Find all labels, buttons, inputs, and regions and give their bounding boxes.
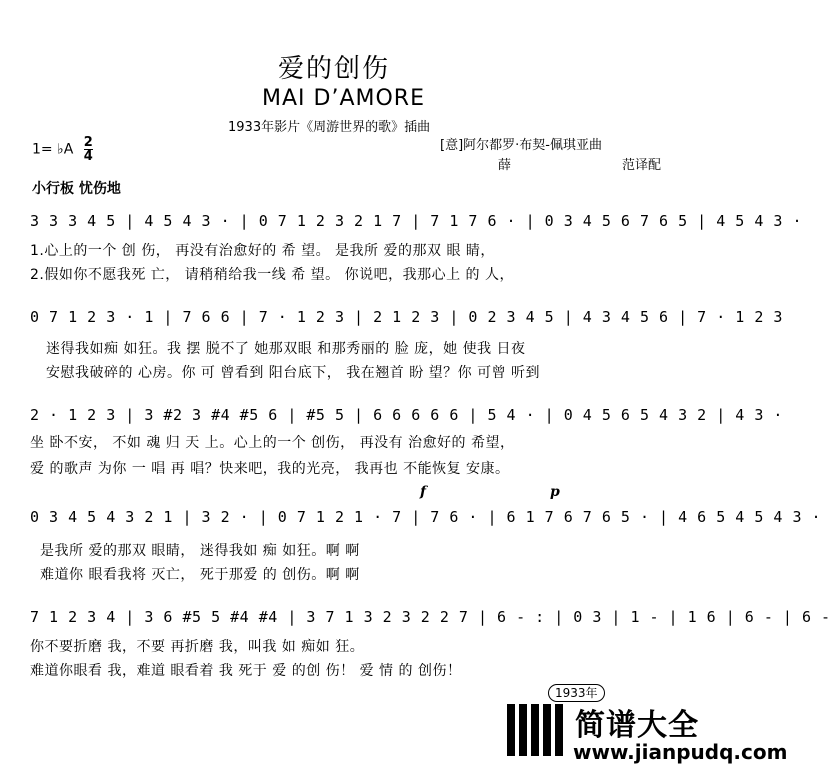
translator-left: 薛 bbox=[498, 158, 512, 173]
year-badge bbox=[548, 682, 605, 701]
time-signature bbox=[84, 136, 93, 163]
lyric-line-3-verse-1: 坐 卧不安， 不如 魂 归 天 上。心上的一个 创伤， 再没有 治愈好的 希望， bbox=[30, 435, 515, 451]
lyric-line-1-verse-1: 1.心上的一个 创 伤， 再没有治愈好的 希 望。 是我所 爱的那双 眼 睛， bbox=[30, 243, 495, 259]
song-title-english: MAI D’AMORE bbox=[262, 86, 425, 111]
logo-url[interactable]: www.jianpudq.com bbox=[573, 740, 788, 764]
site-logo[interactable] bbox=[505, 700, 788, 770]
notation-line-2: 0 7 1 2 3 · 1 | 7 6 6 | 7 · 1 2 3 | 2 1 2 3 | 0 2 3 4 5 | 4 3 4 5 6 | 7 · 1 2 3 bbox=[30, 308, 783, 326]
piano-keys-icon bbox=[505, 704, 565, 756]
key-signature bbox=[32, 136, 93, 163]
lyric-line-2-verse-2: 安慰我破碎的 心房。你 可 曾看到 阳台底下， 我在翘首 盼 望？你 可曾 听到 bbox=[46, 365, 541, 381]
translator-credit: 范译配 bbox=[622, 158, 662, 173]
lyric-line-4-verse-1: 是我所 爱的那双 眼睛， 迷得我如 痴 如狂。啊 啊 bbox=[40, 543, 360, 559]
lyric-line-5-verse-1: 你不要折磨 我，不要 再折磨 我，叫我 如 痴如 狂。 bbox=[30, 639, 365, 655]
time-sig-top: 2 bbox=[83, 135, 93, 150]
lyric-line-3-verse-2: 爱 的歌声 为你 一 唱 再 唱？快来吧，我的光亮， 我再也 不能恢复 安康。 bbox=[30, 461, 510, 477]
year-label: 1933年 bbox=[548, 684, 605, 702]
notation-line-4: 0 3 4 5 4 3 2 1 | 3 2 · | 0 7 1 2 1 · 7 | 7 6 · | 6 1 7 6 7 6 5 · | 4 6 5 4 5 4 3 · bbox=[30, 508, 822, 526]
key-label: 1= ♭A bbox=[32, 141, 74, 158]
dynamic-piano: p bbox=[550, 484, 560, 500]
dynamic-forte: f bbox=[420, 484, 427, 500]
tempo-marking: 小行板 忧伤地 bbox=[32, 181, 121, 197]
film-credit: 1933年影片《周游世界的歌》插曲 bbox=[228, 120, 431, 135]
composer-credit: [意]阿尔都罗·布契-佩琪亚曲 bbox=[440, 138, 602, 153]
lyric-line-5-verse-2: 难道你眼看 我，难道 眼看着 我 死于 爱 的创 伤！ 爱 情 的 创伤！ bbox=[30, 663, 462, 679]
lyric-line-4-verse-2: 难道你 眼看我将 灭亡， 死于那爱 的 创伤。啊 啊 bbox=[40, 567, 360, 583]
lyric-line-2-verse-1: 迷得我如痴 如狂。我 摆 脱不了 她那双眼 和那秀丽的 脸 庞，她 使我 日夜 bbox=[46, 341, 526, 357]
song-title: 爱的创伤 bbox=[278, 54, 391, 84]
lyric-line-1-verse-2: 2.假如你不愿我死 亡， 请稍稍给我一线 希 望。 你说吧，我那心上 的 人， bbox=[30, 267, 515, 283]
notation-line-3: 2 · 1 2 3 | 3 #2 3 #4 #5 6 | #5 5 | 6 6 6 6 6 | 5 4 · | 0 4 5 6 5 4 3 2 | 4 3 · bbox=[30, 406, 783, 424]
logo-text: 简谱大全 bbox=[575, 708, 699, 743]
notation-line-5: 7 1 2 3 4 | 3 6 #5 5 #4 #4 | 3 7 1 3 2 3 2 2 7 | 6 - : | 0 3 | 1 - | 1 6 | 6 - | 6 - bbox=[30, 608, 831, 626]
notation-line-1: 3 3 3 4 5 | 4 5 4 3 · | 0 7 1 2 3 2 1 7 | 7 1 7 6 · | 0 3 4 5 6 7 6 5 | 4 5 4 3 · bbox=[30, 212, 802, 230]
time-sig-bottom: 4 bbox=[83, 149, 93, 164]
